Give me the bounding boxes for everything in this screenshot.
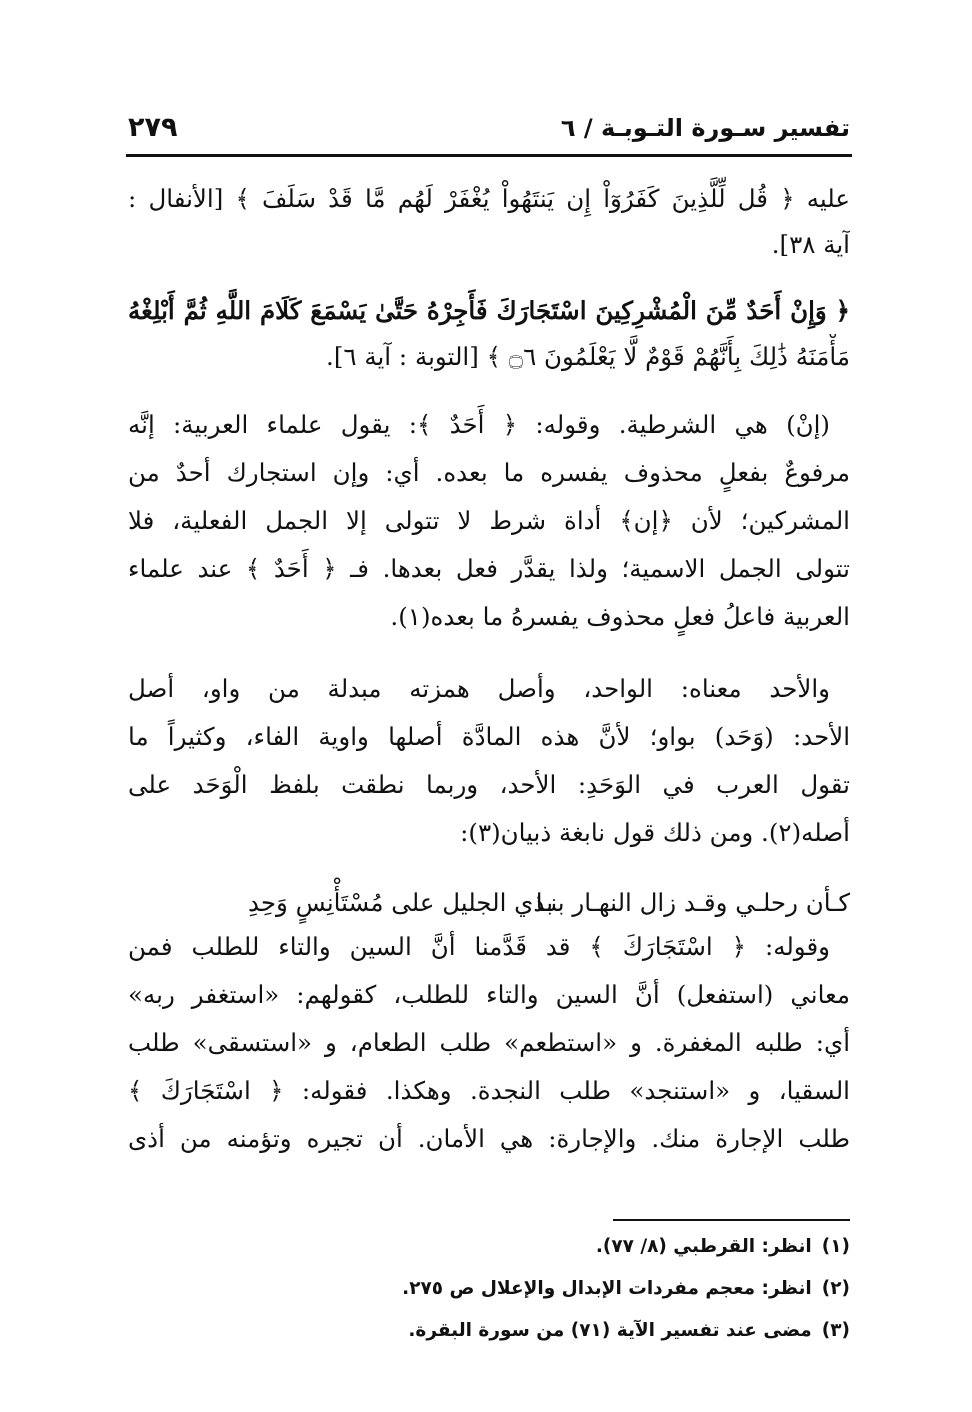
text-line: معاني (استفعل) أنَّ السين والتاء للطلب، كقولهم: «استغفر ربه» — [128, 980, 850, 1009]
text-line: ﴿ وَإِنْ أَحَدٌ مِّنَ الْمُشْرِكِينَ اسْتَجَارَكَ فَأَجِرْهُ حَتَّىٰ يَسْمَعَ كَلَامَ اللَّهِ ثُمَّ أَبْلِغْهُ — [128, 296, 850, 325]
poem-first-hemistich: كـأن رحلـي وقـد زال النهـار بنـا — [535, 888, 850, 917]
footnote-text: انظر: معجم مفردات الإبدال والإعلال ص ٢٧٥. — [402, 1278, 812, 1299]
text-line: آية ٣٨]. — [771, 230, 850, 259]
page-number: ٢٧٩ — [128, 112, 178, 143]
footnote-text: انظر: القرطبي (٨/ ٧٧). — [595, 1236, 812, 1257]
text-line: والأحد معناه: الواحد، وأصل همزته مبدلة من واو، أصل — [128, 674, 830, 703]
text-line: وقوله: ﴿ اسْتَجَارَكَ ﴾ قد قَدَّمنا أنَّ السين والتاء للطلب فمن — [128, 932, 830, 961]
text-line: أي: طلبه المغفرة. و «استطعم» طلب الطعام، و «استسقى» طلب — [128, 1028, 850, 1057]
text-line: الأحد: (وَحَد) بواو؛ لأنَّ هذه المادَّة أصلها واوية الفاء، وكثيراً ما — [128, 722, 850, 751]
text-line: تقول العرب في الوَحَدِ: الأحد، وربما نطقت بلفظ الْوَحَد على — [128, 770, 850, 799]
text-line: العربية فاعلُ فعلٍ محذوف يفسرهُ ما بعده(١). — [390, 602, 850, 631]
footnote-number: (٣) — [821, 1320, 850, 1341]
footnote-number: (٢) — [821, 1278, 850, 1299]
footnote — [596, 1236, 850, 1257]
running-title: تفسير سـورة التـوبـة / ٦ — [560, 114, 850, 142]
text-line: المشركين؛ لأن ﴿إن﴾ أداة شرط لا تتولى إلا الجمل الفعلية، فلا — [128, 506, 850, 535]
footnote-text: مضى عند تفسير الآية (٧١) من سورة البقرة. — [408, 1320, 812, 1341]
text-line: أصله(٢). ومن ذلك قول نابغة ذبيان(٣): — [460, 818, 850, 847]
footnote-number: (١) — [821, 1236, 850, 1257]
text-line: مرفوعٌ بفعلٍ محذوف يفسره ما بعده. أي: وإن استجارك أحدٌ من — [128, 458, 850, 487]
text-line: مَأْمَنَهُ ذَٰلِكَ بِأَنَّهُمْ قَوْمٌ لَّا يَعْلَمُونَ ۝٦ ﴾ [التوبة : آية ٦]. — [326, 342, 850, 371]
text-line: تتولى الجمل الاسمية؛ ولذا يقدَّر فعل بعدها. فـ ﴿ أَحَدٌ ﴾ عند علماء — [128, 554, 850, 583]
footnote-rule — [613, 1219, 850, 1221]
poem-second-hemistich: بذي الجليل على مُسْتَأْنِسٍ وَحِدِ — [248, 888, 554, 917]
text-line: السقيا، و «استنجد» طلب النجدة. وهكذا. فقوله: ﴿ اسْتَجَارَكَ ﴾ — [128, 1076, 850, 1105]
text-line: (إنْ) هي الشرطية. وقوله: ﴿ أَحَدٌ ﴾: يقول علماء العربية: إنَّه — [128, 410, 830, 439]
header-rule — [126, 154, 852, 157]
page-header — [128, 108, 850, 154]
text-line: طلب الإجارة منك. والإجارة: هي الأمان. أن تجيره وتؤمنه من أذى — [128, 1124, 850, 1153]
poem-verse — [128, 880, 850, 926]
footnote — [408, 1320, 850, 1341]
footnote — [402, 1278, 850, 1299]
text-line: عليه ﴿ قُل لِّلَّذِينَ كَفَرُوٓاْ إِن يَنتَهُواْ يُغْفَرْ لَهُم مَّا قَدْ سَلَفَ ﴾ [الأنفال : — [128, 184, 850, 213]
